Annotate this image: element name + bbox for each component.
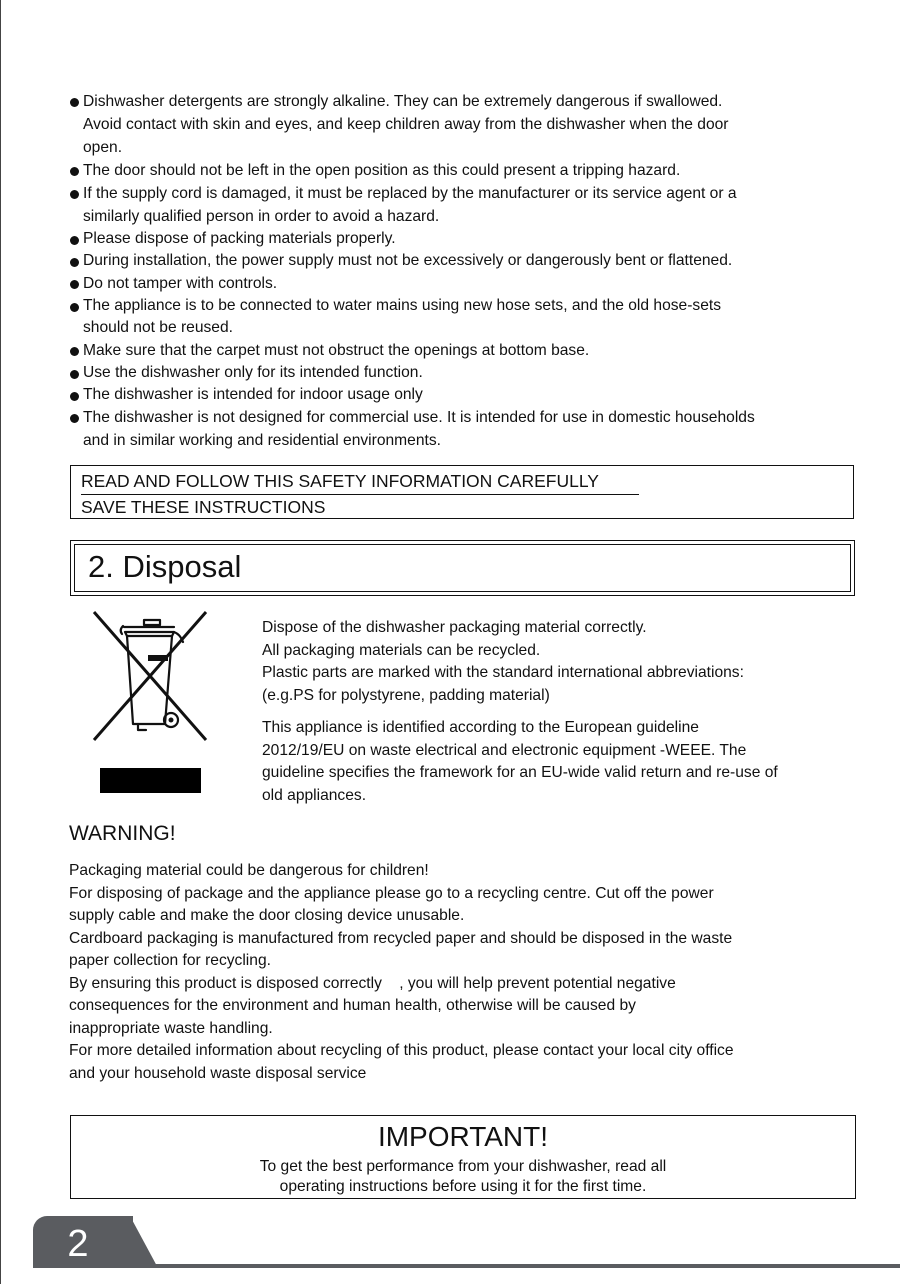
- bullet-line: The dishwasher is not designed for commercial use. It is intended for use in domestic households: [83, 409, 755, 426]
- warning-line: consequences for the environment and human health, otherwise will be caused by: [69, 997, 636, 1014]
- safety-notice-line: SAVE THESE INSTRUCTIONS: [81, 497, 326, 517]
- important-box: [70, 1115, 856, 1199]
- warning-line: Cardboard packaging is manufactured from recycled paper and should be disposed in the waste: [69, 929, 733, 947]
- page-number: 2: [67, 1223, 89, 1265]
- bullet-line: Please dispose of packing materials properly.: [83, 230, 396, 247]
- warning-line: supply cable and make the door closing device unusable.: [69, 907, 465, 924]
- bullet-item: [69, 339, 859, 362]
- bullet-item: [69, 295, 859, 339]
- bullet-line: The appliance is to be connected to water mains using new hose sets, and the old hose-sets: [83, 297, 721, 314]
- footer-rule: [150, 1264, 900, 1268]
- important-line: To get the best performance from your dishwasher, read all: [259, 1158, 667, 1175]
- bullet-line: The dishwasher is intended for indoor usage only: [83, 386, 423, 403]
- bullet-line: Use the dishwasher only for its intended function.: [83, 364, 423, 381]
- bullet-item: [69, 384, 859, 406]
- bullet-item: [69, 90, 859, 159]
- footer-tab-slope: [130, 1216, 158, 1268]
- disposal-line: Plastic parts are marked with the standard international abbreviations:: [262, 664, 744, 681]
- bullet-line: open.: [83, 139, 123, 156]
- bullet-item: [69, 362, 859, 384]
- disposal-line: old appliances.: [262, 786, 367, 804]
- disposal-line: This appliance is identified according to the European guideline: [262, 719, 699, 736]
- safety-notice-line: READ AND FOLLOW THIS SAFETY INFORMATION CAREFULLY: [81, 469, 639, 495]
- important-line: operating instructions before using it for the first time.: [279, 1178, 647, 1195]
- disposal-text: [262, 617, 857, 807]
- weee-black-bar: [100, 768, 201, 793]
- warning-line: and your household waste disposal service: [69, 1064, 367, 1082]
- disposal-line: Dispose of the dishwasher packaging material correctly.: [262, 619, 647, 636]
- bullet-item: [69, 159, 859, 182]
- section-header: [70, 540, 855, 596]
- disposal-line: 2012/19/EU on waste electrical and electronic equipment -WEEE. The: [262, 741, 747, 759]
- bullet-line: Avoid contact with skin and eyes, and keep children away from the dishwasher when the door: [83, 116, 729, 133]
- bullet-item: [69, 272, 859, 295]
- warning-line: Packaging material could be dangerous for children!: [69, 862, 429, 879]
- warning-text: [69, 860, 859, 1085]
- page-left-rule: [0, 0, 1, 1284]
- disposal-line: All packaging materials can be recycled.: [262, 641, 541, 659]
- important-text: [71, 1157, 855, 1197]
- warning-line: By ensuring this product is disposed correctly , you will help prevent potential negative: [69, 974, 676, 992]
- warning-line: For more detailed information about recycling of this product, please contact your local city office: [69, 1042, 734, 1059]
- important-title: IMPORTANT!: [377, 1121, 549, 1152]
- bullet-line: Make sure that the carpet must not obstruct the openings at bottom base.: [83, 342, 590, 359]
- bullet-line: similarly qualified person in order to avoid a hazard.: [83, 208, 440, 225]
- bullet-item: [69, 406, 859, 452]
- bullet-line: If the supply cord is damaged, it must be replaced by the manufacturer or its service agent or a: [83, 185, 737, 202]
- warning-line: For disposing of package and the appliance please go to a recycling centre. Cut off the power: [69, 884, 714, 902]
- bullet-line: During installation, the power supply must not be excessively or dangerously bent or flattened.: [83, 252, 733, 269]
- crossed-out-wheelie-bin-icon: [88, 608, 212, 746]
- bullet-line: and in similar working and residential environments.: [83, 432, 441, 449]
- safety-bullet-list: [69, 90, 859, 452]
- bullet-line: should not be reused.: [83, 319, 233, 336]
- warning-title: WARNING!: [69, 822, 176, 845]
- disposal-line: (e.g.PS for polystyrene, padding material): [262, 686, 550, 704]
- bullet-line: Do not tamper with controls.: [83, 275, 278, 292]
- warning-line: paper collection for recycling.: [69, 952, 271, 969]
- bullet-line: The door should not be left in the open position as this could present a tripping hazard.: [83, 162, 681, 179]
- bullet-item: [69, 182, 859, 228]
- bullet-item: [69, 250, 859, 272]
- bullet-line: Dishwasher detergents are strongly alkaline. They can be extremely dangerous if swallowed.: [83, 93, 723, 110]
- safety-notice-box: [70, 465, 854, 519]
- section-title: 2. Disposal: [88, 549, 242, 584]
- warning-line: inappropriate waste handling.: [69, 1019, 273, 1037]
- disposal-line: guideline specifies the framework for an EU-wide valid return and re-use of: [262, 764, 778, 781]
- bullet-item: [69, 228, 859, 250]
